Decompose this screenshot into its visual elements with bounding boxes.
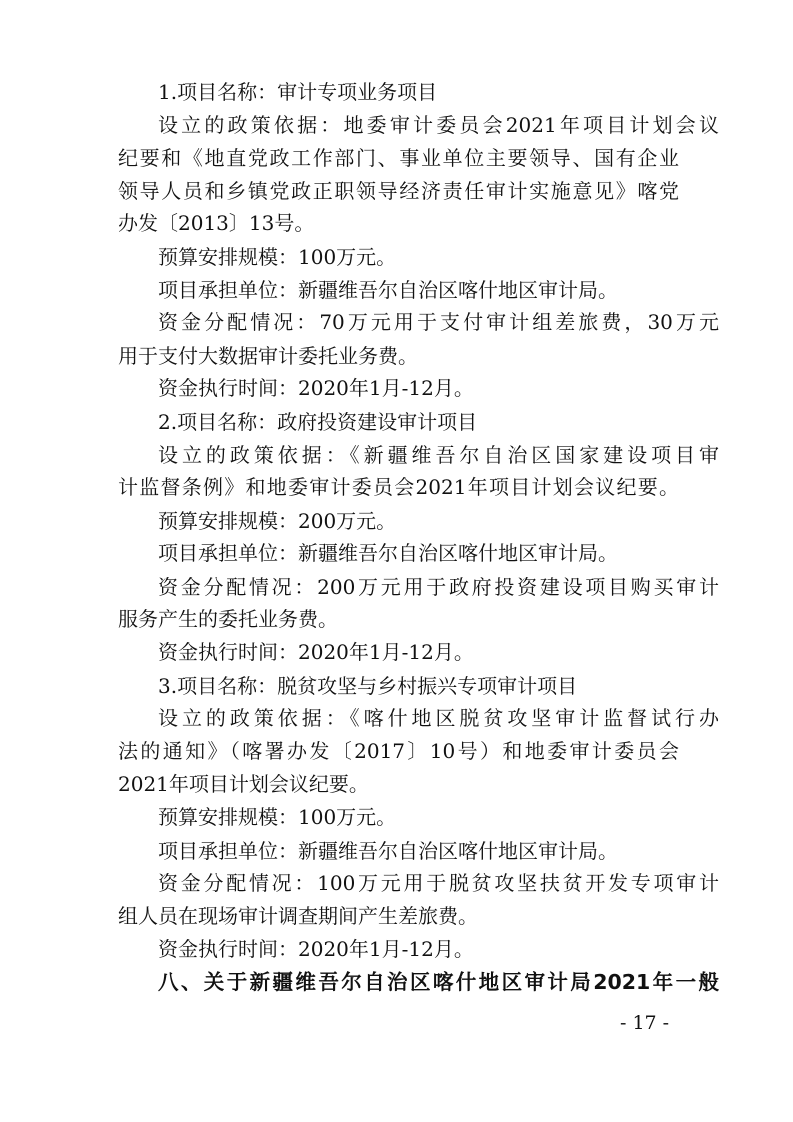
project-3-allocation-cont: 组人员在现场审计调查期间产生差旅费。	[118, 904, 478, 928]
project-2-allocation: 资金分配情况：200万元用于政府投资建设项目购买审计	[158, 575, 719, 599]
project-1-policy-basis-cont-3: 办发〔2013〕13号。	[118, 211, 315, 235]
project-3-budget: 预算安排规模：100万元。	[158, 805, 397, 829]
project-3-policy-basis-cont-1: 法的通知》（喀署办发〔2017〕10号）和地委审计委员会	[118, 739, 679, 763]
project-3-allocation: 资金分配情况：100万元用于脱贫攻坚扶贫开发专项审计	[158, 871, 719, 895]
project-1-unit: 项目承担单位：新疆维吾尔自治区喀什地区审计局。	[158, 278, 618, 302]
project-1-allocation-cont: 用于支付大数据审计委托业务费。	[118, 344, 418, 368]
project-2-title: 2.项目名称：政府投资建设审计项目	[158, 410, 478, 434]
project-1-policy-basis: 设立的政策依据：地委审计委员会2021年项目计划会议	[158, 113, 719, 137]
project-3-policy-basis: 设立的政策依据：《喀什地区脱贫攻坚审计监督试行办	[158, 706, 719, 730]
project-1-allocation: 资金分配情况：70万元用于支付审计组差旅费，30万元	[158, 310, 719, 334]
project-2-policy-basis-cont: 计监督条例》和地委审计委员会2021年项目计划会议纪要。	[118, 475, 679, 499]
project-1-policy-basis-cont-1: 纪要和《地直党政工作部门、事业单位主要领导、国有企业	[118, 146, 679, 170]
project-3-unit: 项目承担单位：新疆维吾尔自治区喀什地区审计局。	[158, 839, 618, 863]
project-2-period: 资金执行时间：2020年1月-12月。	[158, 640, 474, 664]
section-8-heading: 八、关于新疆维吾尔自治区喀什地区审计局2021年一般	[158, 970, 719, 994]
project-2-allocation-cont: 服务产生的委托业务费。	[118, 607, 338, 631]
project-3-period: 资金执行时间：2020年1月-12月。	[158, 937, 474, 961]
project-2-budget: 预算安排规模：200万元。	[158, 509, 397, 533]
project-1-title: 1.项目名称：审计专项业务项目	[158, 80, 438, 104]
page-number: - 17 -	[620, 1012, 670, 1034]
project-1-policy-basis-cont-2: 领导人员和乡镇党政正职领导经济责任审计实施意见》喀党	[118, 179, 679, 203]
project-1-budget: 预算安排规模：100万元。	[158, 245, 397, 269]
project-3-title: 3.项目名称：脱贫攻坚与乡村振兴专项审计项目	[158, 674, 578, 698]
project-2-policy-basis: 设立的政策依据：《新疆维吾尔自治区国家建设项目审	[158, 443, 719, 467]
project-2-unit: 项目承担单位：新疆维吾尔自治区喀什地区审计局。	[158, 541, 618, 565]
project-3-policy-basis-cont-2: 2021年项目计划会议纪要。	[118, 772, 369, 796]
project-1-period: 资金执行时间：2020年1月-12月。	[158, 376, 474, 400]
